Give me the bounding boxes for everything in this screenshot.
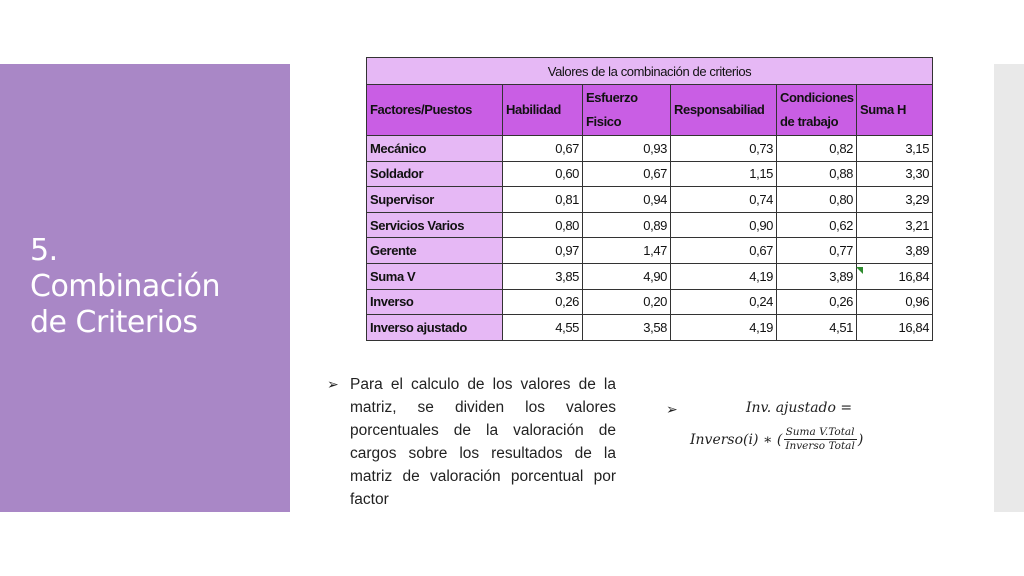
formula-line-1: Inv. ajustado = (746, 400, 853, 416)
value-cell: 0,26 (777, 289, 857, 315)
value-cell: 4,19 (671, 263, 777, 289)
value-cell: 0,96 (857, 289, 933, 315)
table-header-row (367, 85, 933, 136)
value-cell: 0,82 (777, 136, 857, 162)
value-cell: 0,26 (503, 289, 583, 315)
value-cell: 1,15 (671, 161, 777, 187)
slide-title (30, 233, 280, 341)
value-cell: 3,15 (857, 136, 933, 162)
header-cell: Suma H (857, 85, 933, 136)
row-label: Suma V (367, 263, 503, 289)
value-cell: 3,29 (857, 187, 933, 213)
table-row (367, 161, 933, 187)
value-cell: 0,77 (777, 238, 857, 264)
arrow-bullet-icon: ➢ (327, 376, 339, 392)
arrow-bullet-icon: ➢ (666, 401, 678, 417)
value-cell: 0,67 (671, 238, 777, 264)
table-row (367, 136, 933, 162)
value-cell: 0,93 (583, 136, 671, 162)
table-row (367, 212, 933, 238)
criteria-table-wrapper (366, 57, 932, 341)
explanation-text: Para el calculo de los valores de la matriz, se dividen los valores porcentuales de la valoración de cargos sobre los resultados de la matriz de valoración porcentual por factor (350, 376, 616, 508)
cell-comment-marker (856, 267, 863, 274)
header-cell: Esfuerzo Fisico (583, 85, 671, 136)
row-label: Inverso ajustado (367, 315, 503, 341)
value-cell: 3,89 (857, 238, 933, 264)
title-line-1: 5. (30, 233, 58, 268)
value-cell: 0,80 (503, 212, 583, 238)
row-label: Mecánico (367, 136, 503, 162)
value-cell: 0,90 (671, 212, 777, 238)
value-cell: 0,81 (503, 187, 583, 213)
value-cell: 3,89 (777, 263, 857, 289)
value-cell: 0,88 (777, 161, 857, 187)
value-cell: 0,62 (777, 212, 857, 238)
title-line-3: de Criterios (30, 305, 198, 340)
value-cell: 4,19 (671, 315, 777, 341)
value-cell: 4,51 (777, 315, 857, 341)
value-cell: 0,20 (583, 289, 671, 315)
header-cell: Responsabiliad (671, 85, 777, 136)
value-cell: 4,90 (583, 263, 671, 289)
value-cell: 0,67 (503, 136, 583, 162)
value-cell: 1,47 (583, 238, 671, 264)
table-row (367, 289, 933, 315)
value-cell: 3,85 (503, 263, 583, 289)
value-cell: 0,89 (583, 212, 671, 238)
header-cell: Factores/Puestos (367, 85, 503, 136)
header-cell: Habilidad (503, 85, 583, 136)
value-cell: 0,73 (671, 136, 777, 162)
fraction-numerator: Suma V.Total (785, 426, 855, 438)
right-accent-bar (994, 64, 1024, 512)
formula-line-2 (690, 426, 863, 453)
value-cell: 3,30 (857, 161, 933, 187)
value-cell: 16,84 (857, 263, 933, 289)
row-label: Soldador (367, 161, 503, 187)
table-row (367, 238, 933, 264)
value-cell: 3,21 (857, 212, 933, 238)
title-line-2: Combinación (30, 269, 220, 304)
row-label: Gerente (367, 238, 503, 264)
value-cell: 3,58 (583, 315, 671, 341)
row-label: Inverso (367, 289, 503, 315)
formula-prefix: Inverso(i) ∗ ( (690, 431, 783, 448)
row-label: Servicios Varios (367, 212, 503, 238)
table-row (367, 187, 933, 213)
value-cell: 0,24 (671, 289, 777, 315)
header-cell: Condiciones de trabajo (777, 85, 857, 136)
table-row (367, 315, 933, 341)
value-cell: 16,84 (857, 315, 933, 341)
table-row (367, 263, 933, 289)
row-label: Supervisor (367, 187, 503, 213)
value-cell: 0,74 (671, 187, 777, 213)
value-cell: 4,55 (503, 315, 583, 341)
fraction-denominator: Inverso Total (785, 440, 855, 452)
formula-suffix: ) (857, 431, 864, 448)
value-cell: 0,94 (583, 187, 671, 213)
value-cell: 0,67 (583, 161, 671, 187)
formula-fraction (783, 426, 856, 453)
criteria-table (366, 57, 933, 341)
value-cell: 0,97 (503, 238, 583, 264)
value-cell: 0,80 (777, 187, 857, 213)
value-cell: 0,60 (503, 161, 583, 187)
table-caption: Valores de la combinación de criterios (367, 58, 933, 85)
